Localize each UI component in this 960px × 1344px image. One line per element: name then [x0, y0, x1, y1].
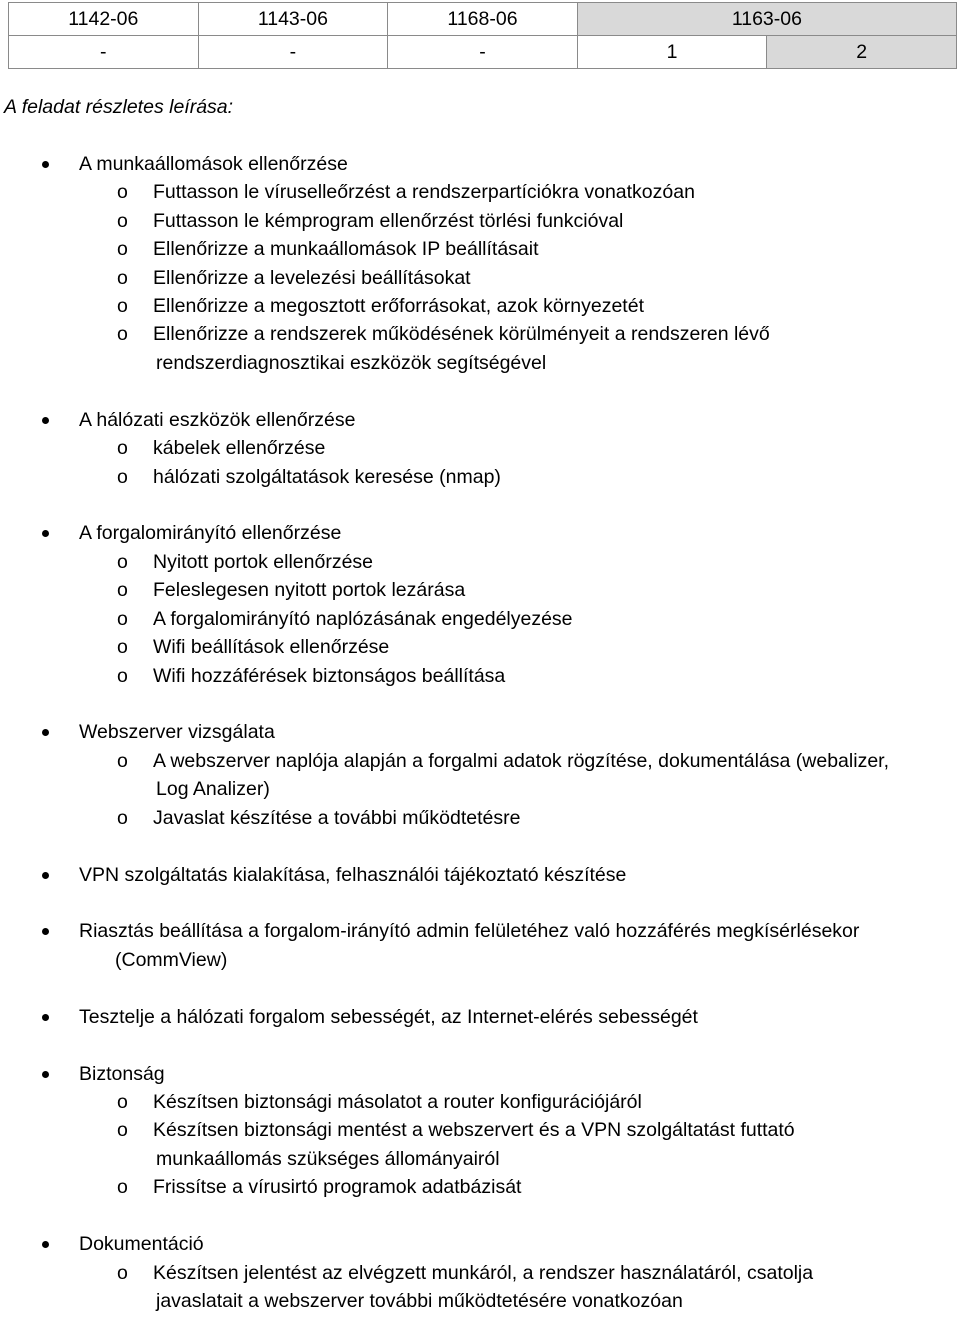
task-section: [0, 406, 960, 491]
subtask-line: Készítsen biztonsági mentést a webszervert és a VPN szolgáltatást futtató: [153, 1119, 795, 1142]
sub-bullet-icon: o: [117, 579, 128, 602]
sub-bullet-icon: o: [117, 664, 128, 687]
task-description-heading: A feladat részletes leírása:: [4, 96, 234, 118]
code-cell: 1168-06: [388, 3, 578, 36]
subtask-item: [0, 178, 960, 206]
bullet-icon: [42, 729, 49, 736]
subtask-item: [0, 662, 960, 690]
subtask-item: [0, 576, 960, 604]
subtask-line: Javaslat készítése a további működtetésre: [153, 806, 521, 829]
bullet-icon: [42, 161, 49, 168]
task-section: [0, 861, 960, 889]
sub-bullet-icon: o: [117, 636, 128, 659]
subtask-item: [0, 235, 960, 263]
value-cell: -: [198, 36, 388, 69]
sub-bullet-icon: o: [117, 323, 128, 346]
section-title: [0, 861, 960, 889]
subtask-item: [0, 548, 960, 576]
sub-bullet-icon: o: [117, 806, 128, 829]
code-cell: 1142-06: [9, 3, 199, 36]
subtask-line: Ellenőrizze a levelezési beállításokat: [153, 266, 471, 289]
subtask-line: rendszerdiagnosztikai eszközök segítségével: [156, 351, 547, 374]
subtask-item: [0, 633, 960, 661]
sub-bullet-icon: o: [117, 550, 128, 573]
section-title-line: VPN szolgáltatás kialakítása, felhasználói tájékoztató készítése: [79, 863, 627, 886]
sub-bullet-icon: o: [117, 266, 128, 289]
sub-bullet-icon: o: [117, 181, 128, 204]
value-cell: 2: [767, 36, 957, 69]
subtask-line: Futtasson le kémprogram ellenőrzést törlési funkcióval: [153, 209, 624, 232]
section-title: [0, 150, 960, 178]
section-title: [0, 917, 960, 974]
sub-bullet-icon: o: [117, 295, 128, 318]
subtask-line: Futtasson le víruselleőrzést a rendszerpartíciókra vonatkozóan: [153, 181, 695, 204]
bullet-icon: [42, 928, 49, 935]
section-title: [0, 1230, 960, 1258]
task-section: [0, 1060, 960, 1202]
sub-bullet-icon: o: [117, 1119, 128, 1142]
subtask-line: Wifi beállítások ellenőrzése: [153, 636, 390, 659]
subtask-item: [0, 207, 960, 235]
subtask-line: Ellenőrizze a megosztott erőforrásokat, azok környezetét: [153, 295, 644, 318]
section-title-line: (CommView): [115, 948, 228, 971]
sub-bullet-icon: o: [117, 749, 128, 772]
sub-bullet-icon: o: [117, 209, 128, 232]
code-table-value-row: [9, 36, 957, 69]
subtask-line: Készítsen biztonsági másolatot a router konfigurációjáról: [153, 1091, 642, 1114]
section-title-line: Tesztelje a hálózati forgalom sebességét, az Internet-elérés sebességét: [79, 1005, 698, 1028]
task-section: [0, 150, 960, 377]
bullet-icon: [42, 530, 49, 537]
section-title-line: Webszerver vizsgálata: [79, 721, 275, 744]
subtask-item: [0, 1088, 960, 1116]
subtask-line: Ellenőrizze a rendszerek működésének körülményeit a rendszeren lévő: [153, 323, 770, 346]
section-title-line: Dokumentáció: [79, 1233, 204, 1256]
sub-bullet-icon: o: [117, 1176, 128, 1199]
task-list: [0, 150, 960, 1344]
bullet-icon: [42, 1071, 49, 1078]
task-section: [0, 1230, 960, 1315]
subtask-line: A forgalomirányító naplózásának engedélyezése: [153, 607, 573, 630]
section-title-line: Biztonság: [79, 1062, 165, 1085]
sub-bullet-icon: o: [117, 465, 128, 488]
sub-bullet-icon: o: [117, 437, 128, 460]
subtask-line: kábelek ellenőrzése: [153, 437, 326, 460]
section-title-line: A forgalomirányító ellenőrzése: [79, 522, 342, 545]
subtask-item: [0, 434, 960, 462]
subtask-line: munkaállomás szükséges állományairól: [156, 1147, 500, 1170]
section-title: [0, 1060, 960, 1088]
code-cell: 1163-06: [577, 3, 956, 36]
subtask-item: [0, 1259, 960, 1316]
code-table: [8, 2, 957, 69]
section-title-line: Riasztás beállítása a forgalom-irányító admin felületéhez való hozzáférés megkísérlésekor: [79, 920, 860, 943]
subtask-line: Ellenőrizze a munkaállomások IP beállításait: [153, 238, 539, 261]
sub-bullet-icon: o: [117, 238, 128, 261]
section-title: [0, 406, 960, 434]
subtask-item: [0, 804, 960, 832]
bullet-icon: [42, 872, 49, 879]
subtask-line: Frissítse a vírusirtó programok adatbázisát: [153, 1176, 522, 1199]
value-cell: -: [9, 36, 199, 69]
section-title: [0, 1003, 960, 1031]
bullet-icon: [42, 1241, 49, 1248]
subtask-item: [0, 463, 960, 491]
subtask-item: [0, 292, 960, 320]
task-section: [0, 519, 960, 689]
subtask-line: Log Analizer): [156, 778, 270, 801]
value-cell: -: [388, 36, 578, 69]
subtask-line: Nyitott portok ellenőrzése: [153, 550, 374, 573]
subtask-item: [0, 264, 960, 292]
code-table-header-row: [9, 3, 957, 36]
sub-bullet-icon: o: [117, 1091, 128, 1114]
task-section: [0, 1003, 960, 1031]
code-cell: 1143-06: [198, 3, 388, 36]
section-title: [0, 718, 960, 746]
subtask-item: [0, 605, 960, 633]
subtask-line: Készítsen jelentést az elvégzett munkáról, a rendszer használatáról, csatolja: [153, 1261, 814, 1284]
task-section: [0, 917, 960, 974]
section-title-line: A munkaállomások ellenőrzése: [79, 153, 348, 175]
bullet-icon: [42, 417, 49, 424]
subtask-item: [0, 320, 960, 377]
subtask-item: [0, 747, 960, 804]
subtask-line: Feleslegesen nyitott portok lezárása: [153, 579, 466, 602]
subtask-line: javaslatait a webszerver további működtetésére vonatkozóan: [156, 1290, 683, 1312]
subtask-item: [0, 1116, 960, 1173]
section-title-line: A hálózati eszközök ellenőrzése: [79, 408, 356, 431]
value-cell: 1: [577, 36, 767, 69]
bullet-icon: [42, 1014, 49, 1021]
subtask-line: A webszerver naplója alapján a forgalmi adatok rögzítése, dokumentálása (webalizer,: [153, 749, 890, 772]
sub-bullet-icon: o: [117, 607, 128, 630]
subtask-item: [0, 1173, 960, 1201]
subtask-line: Wifi hozzáférések biztonságos beállítása: [153, 664, 506, 687]
subtask-line: hálózati szolgáltatások keresése (nmap): [153, 465, 501, 488]
sub-bullet-icon: o: [117, 1261, 128, 1284]
task-section: [0, 718, 960, 832]
section-title: [0, 519, 960, 547]
